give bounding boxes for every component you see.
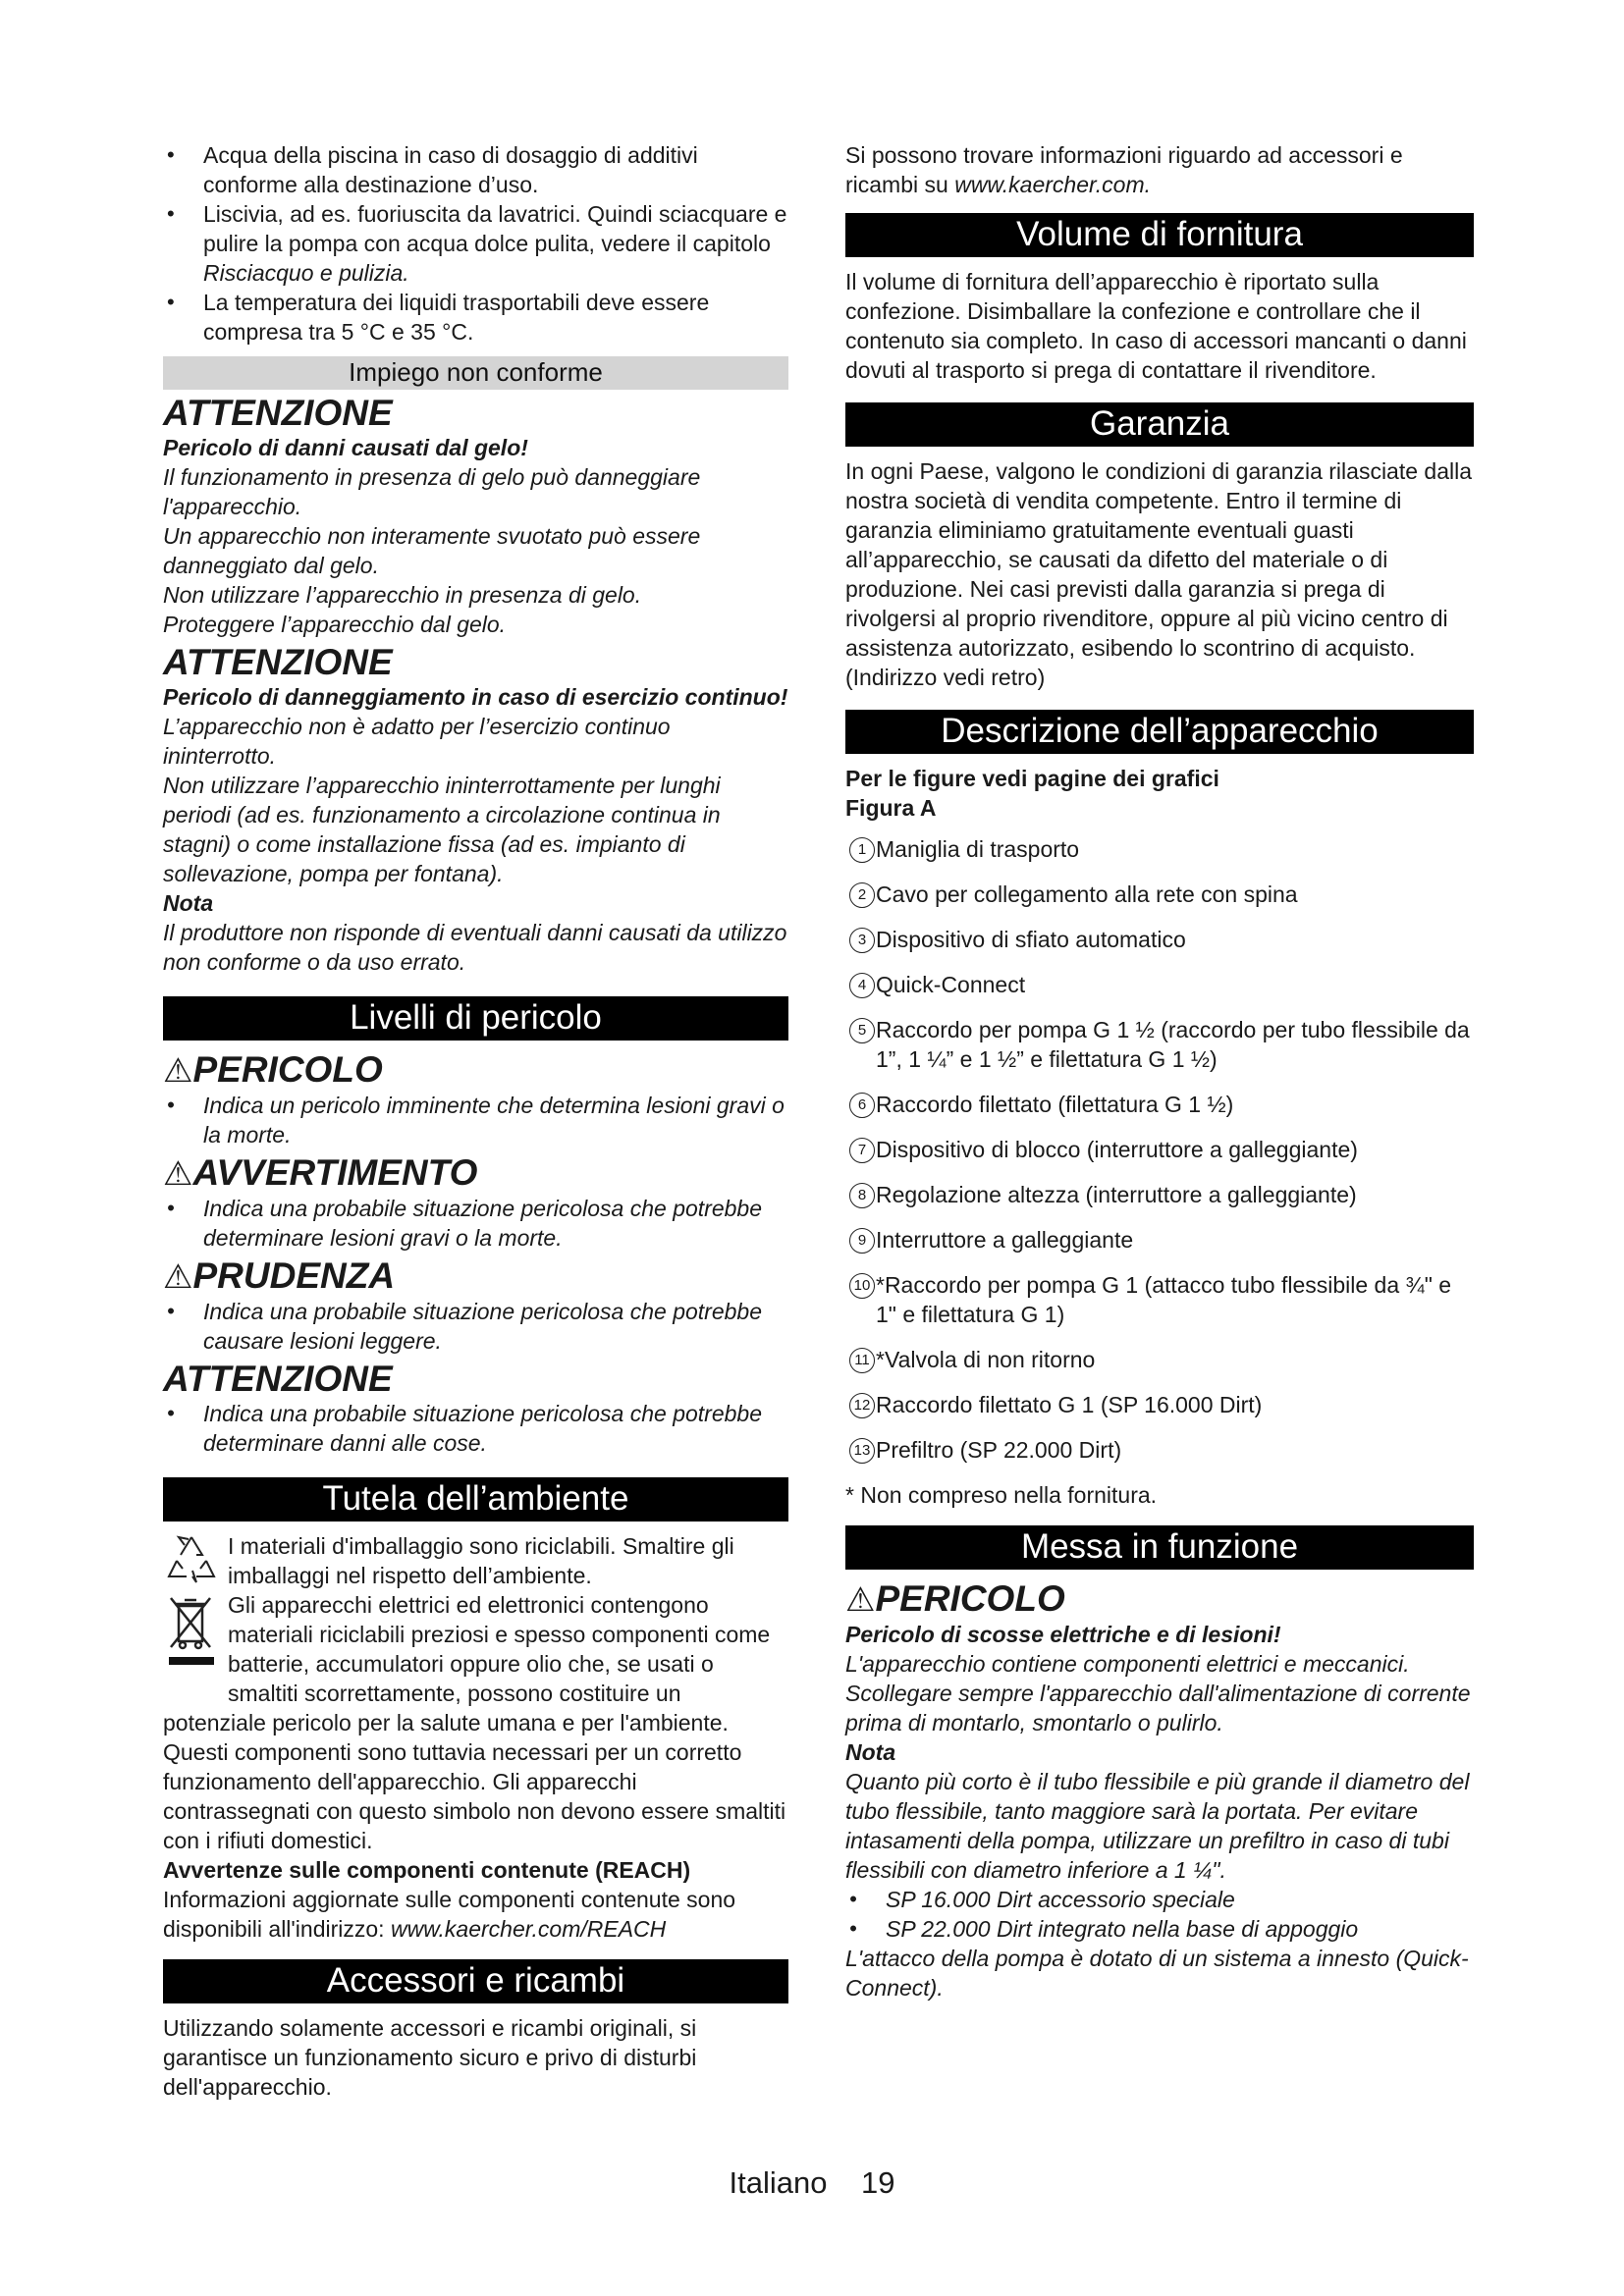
list-item: 10 *Raccordo per pompa G 1 (attacco tubo flessibile da ¾" e 1" e filettatura G 1) [845, 1270, 1474, 1329]
item-number: 13 [849, 1438, 875, 1464]
hazard-level-title: ⚠AVVERTIMENTO [163, 1152, 478, 1193]
hazard-level-title: ⚠PRUDENZA [163, 1255, 396, 1296]
section-heading-livelli: Livelli di pericolo [163, 996, 788, 1041]
note-label: Nota [845, 1739, 896, 1765]
note-text: Il produttore non risponde di eventuali danni causati da utilizzo non conforme o da uso errato. [163, 920, 787, 975]
section-heading-volume: Volume di fornitura [845, 213, 1474, 257]
warning-triangle-icon: ⚠ [163, 1155, 193, 1193]
list-item: • Indica un pericolo imminente che determina lesioni gravi o la morte. [163, 1091, 788, 1149]
note-label: Nota [163, 890, 214, 916]
list-item: 1 Maniglia di trasporto [845, 834, 1474, 864]
warning-subtitle: Pericolo di danni causati dal gelo! [163, 435, 528, 460]
list-item: 9 Interruttore a galleggiante [845, 1225, 1474, 1255]
list-item: • Liscivia, ad es. fuoriuscita da lavatrici. Quindi sciacquare e pulire la pompa con acqua dolce pulita, vedere il capitolo Risciacquo e pulizia. [163, 199, 788, 288]
warning-text: Non utilizzare l’apparecchio ininterrottamente per lunghi periodi (ad es. funzionamento a circolazione continua in stagni) o come installazione fissa (ad es. impianto di sollevazione, pompa per fontana). [163, 773, 721, 886]
warning-text: Non utilizzare l’apparecchio in presenza di gelo. [163, 582, 642, 608]
section-heading-messa: Messa in funzione [845, 1525, 1474, 1570]
list-item: 5 Raccordo per pompa G 1 ½ (raccordo per tubo flessibile da 1”, 1 ¼” e 1 ½” e filettatura G 1 ½) [845, 1015, 1474, 1074]
warning-text: Un apparecchio non interamente svuotato può essere danneggiato dal gelo. [163, 523, 701, 578]
warranty-text: In ogni Paese, valgono le condizioni di garanzia rilasciate dalla nostra società di vendita competente. Entro il termine di garanzia eliminiamo gratuitamente eventuali guasti all’apparecchio, se causati da difetto del materiale o di produzione. Nei casi previsti dalla garanzia si prega di rivolgersi al proprio rivenditore, oppure al più vicino centro di assistenza autorizzato, esibendo lo scontrino di acquisto. [845, 458, 1473, 661]
section-heading-ambiente: Tutela dell’ambiente [163, 1477, 788, 1522]
intro-text: Si possono trovare informazioni riguardo ad accessori e ricambi su www.kaercher.com. [845, 142, 1403, 197]
list-item: 2 Cavo per collegamento alla rete con spina [845, 880, 1474, 909]
warning-text: Scollegare sempre l'apparecchio dall'alimentazione di corrente prima di montarlo, smontarlo o pulirlo. [845, 1681, 1471, 1735]
item-number: 5 [849, 1018, 875, 1043]
page-number: 19 [860, 2165, 895, 2200]
warning-text: Il funzionamento in presenza di gelo può danneggiare l'apparecchio. [163, 464, 701, 519]
hazard-level-title: ⚠PERICOLO [163, 1049, 383, 1090]
recycling-icon [163, 1531, 222, 1586]
list-item: 3 Dispositivo di sfiato automatico [845, 925, 1474, 954]
right-column [845, 140, 1474, 2002]
environment-block [163, 1531, 788, 1855]
footer-language: Italiano [729, 2165, 828, 2200]
warranty-address: (Indirizzo vedi retro) [845, 665, 1046, 690]
list-item: 7 Dispositivo di blocco (interruttore a galleggiante) [845, 1135, 1474, 1164]
warning-text: L’apparecchio non è adatto per l’esercizio continuo ininterrotto. [163, 714, 671, 769]
list-item: • Indica una probabile situazione pericolosa che potrebbe determinare lesioni gravi o la morte. [163, 1194, 788, 1253]
warning-subtitle: Pericolo di danneggiamento in caso di esercizio continuo! [163, 684, 788, 710]
warning-title: ATTENZIONE [163, 642, 393, 682]
weee-bin-icon [163, 1592, 222, 1690]
parts-list [845, 834, 1474, 1465]
warning-triangle-icon: ⚠ [845, 1581, 876, 1619]
chapter-reference: Risciacquo e pulizia. [203, 260, 409, 286]
warning-text: Proteggere l’apparecchio dal gelo. [163, 612, 507, 637]
list-item: 8 Regolazione altezza (interruttore a galleggiante) [845, 1180, 1474, 1209]
list-item: 13 Prefiltro (SP 22.000 Dirt) [845, 1435, 1474, 1465]
item-number: 9 [849, 1228, 875, 1254]
accessories-text: Utilizzando solamente accessori e ricambi originali, si garantisce un funzionamento sicuro e privo di disturbi dell'apparecchio. [163, 2015, 697, 2100]
page-footer [0, 2165, 1624, 2201]
item-number: 11 [849, 1348, 875, 1373]
prefilter-list [845, 1885, 1474, 1944]
item-number: 2 [849, 882, 875, 908]
volume-text: Il volume di fornitura dell’apparecchio è riportato sulla confezione. Disimballare la confezione e controllare che il contenuto sia completo. In caso di accessori mancanti o danni dovuti al trasporto si prega di contattare il rivenditore. [845, 269, 1467, 383]
item-number: 1 [849, 837, 875, 863]
list-item: 6 Raccordo filettato (filettatura G 1 ½) [845, 1090, 1474, 1119]
warning-triangle-icon: ⚠ [163, 1258, 193, 1296]
intro-bullets [163, 140, 788, 347]
item-number: 3 [849, 928, 875, 953]
list-item: • Indica una probabile situazione pericolosa che potrebbe causare lesioni leggere. [163, 1297, 788, 1356]
warning-title: ATTENZIONE [163, 393, 393, 433]
item-number: 4 [849, 973, 875, 998]
note-text: Quanto più corto è il tubo flessibile e più grande il diametro del tubo flessibile, tanto maggiore sarà la portata. Per evitare intasamenti della pompa, utilizzare un prefiltro in caso di tubi flessibili con diametro inferiore a 1 ¼". [845, 1769, 1470, 1883]
footnote: * Non compreso nella fornitura. [845, 1482, 1158, 1508]
section-heading-descrizione: Descrizione dell’apparecchio [845, 710, 1474, 754]
section-heading-impiego: Impiego non conforme [163, 356, 788, 390]
list-item: 11 *Valvola di non ritorno [845, 1345, 1474, 1374]
item-number: 7 [849, 1138, 875, 1163]
item-number: 6 [849, 1093, 875, 1118]
packaging-text: I materiali d'imballaggio sono riciclabili. Smaltire gli imballaggi nel rispetto dell’ambiente. [228, 1533, 734, 1588]
warning-text: L'apparecchio contiene componenti elettrici e meccanici. [845, 1651, 1410, 1677]
list-item: • Acqua della piscina in caso di dosaggio di additivi conforme alla destinazione d’uso. [163, 140, 788, 199]
list-item: • Indica una probabile situazione pericolosa che potrebbe determinare danni alle cose. [163, 1399, 788, 1458]
left-column [163, 140, 788, 2102]
figure-label: Figura A [845, 795, 937, 821]
section-heading-garanzia: Garanzia [845, 402, 1474, 447]
item-number: 12 [849, 1393, 875, 1418]
list-item: • SP 22.000 Dirt integrato nella base di appoggio [845, 1914, 1474, 1944]
reach-link[interactable]: www.kaercher.com/REACH [390, 1916, 667, 1942]
list-item: 12 Raccordo filettato G 1 (SP 16.000 Dirt) [845, 1390, 1474, 1419]
hazard-level-title: ATTENZIONE [163, 1359, 393, 1399]
figures-note: Per le figure vedi pagine dei grafici [845, 766, 1219, 791]
section-heading-accessori: Accessori e ricambi [163, 1959, 788, 2003]
kaercher-link[interactable]: www.kaercher.com. [954, 172, 1152, 197]
warning-subtitle: Pericolo di scosse elettriche e di lesioni! [845, 1622, 1281, 1647]
warning-triangle-icon: ⚠ [163, 1052, 193, 1090]
list-item: • La temperatura dei liquidi trasportabili deve essere compresa tra 5 °C e 35 °C. [163, 288, 788, 347]
hazard-level-title: ⚠PERICOLO [845, 1578, 1065, 1619]
reach-text: Informazioni aggiornate sulle componenti contenute sono disponibili all'indirizzo: www.kaercher.com/REACH [163, 1887, 736, 1942]
list-item: 4 Quick-Connect [845, 970, 1474, 999]
weee-text: Gli apparecchi elettrici ed elettronici contengono materiali riciclabili preziosi e spesso componenti come batterie, accumulatori oppure olio che, se usati o smaltiti scorrettamente, possono costituire un potenziale pericolo per la salute umana e per l'ambiente. Questi componenti sono tuttavia necessari per un corretto funzionamento dell'apparecchio. Gli apparecchi contrassegnati con questo simbolo non devono essere smaltiti con i rifiuti domestici. [163, 1592, 786, 1853]
reach-title: Avvertenze sulle componenti contenute (REACH) [163, 1857, 691, 1883]
item-number: 10 [849, 1273, 875, 1299]
item-number: 8 [849, 1183, 875, 1208]
closing-text: L'attacco della pompa è dotato di un sistema a innesto (Quick-Connect). [845, 1946, 1469, 2001]
list-item: • SP 16.000 Dirt accessorio speciale [845, 1885, 1474, 1914]
